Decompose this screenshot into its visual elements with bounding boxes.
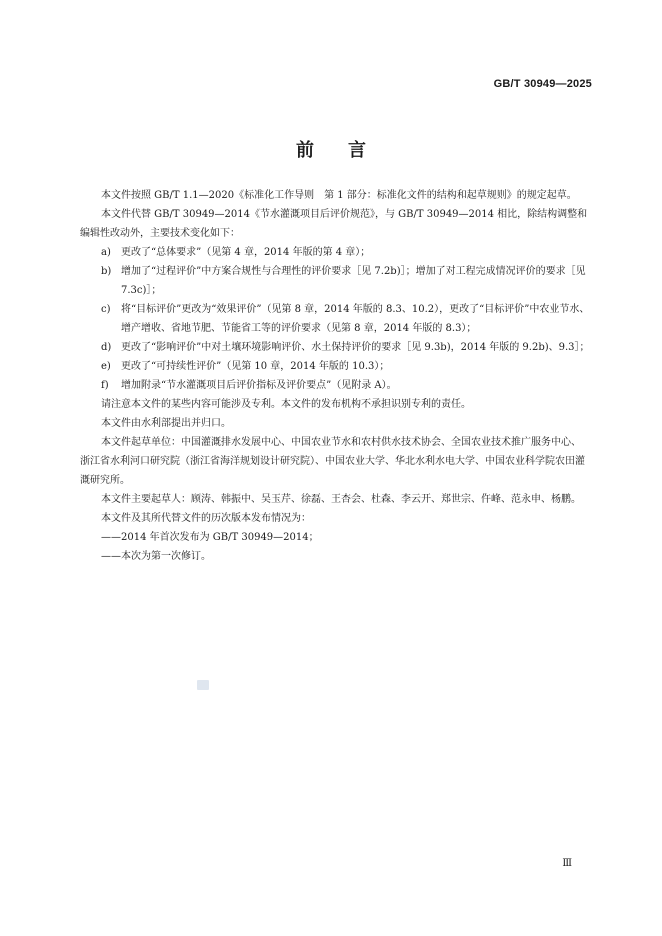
change-item-text: 增加了“过程评价”中方案合规性与合理性的评价要求［见 7.2b)］；增加了对工程完成情况评价的要求［见 7.3c)］； [121, 266, 586, 296]
paragraph-proposer: 本文件由水利部提出并归口。 [101, 418, 231, 429]
change-item [80, 338, 590, 357]
change-item-label: d) [101, 342, 112, 353]
change-item-text: 增加附录“节水灌溉项目后评价指标及评价要点”（见附录 A）。 [121, 380, 397, 391]
change-item-text: 更改了“可持续性评价”（见第 10 章，2014 年版的 10.3）； [121, 361, 390, 372]
change-item [80, 357, 590, 376]
change-item-label: b) [101, 266, 112, 277]
history-item: ——2014 年首次发布为 GB/T 30949—2014； [101, 532, 319, 543]
change-item [80, 376, 590, 395]
change-item-text: 更改了“总体要求”（见第 4 章，2014 年版的第 4 章）； [121, 247, 371, 258]
change-item-label: e) [101, 361, 111, 372]
page-title: 前言 [296, 140, 400, 161]
foreword-body [80, 186, 590, 566]
paragraph-replacement: 本文件代替 GB/T 30949—2014《节水灌溉项目后评价规范》，与 GB/T 30949—2014 相比，除结构调整和编辑性改动外，主要技术变化如下： [80, 209, 588, 239]
paragraph-drafting-units: 本文件起草单位：中国灌溉排水发展中心、中国农业节水和农村供水技术协会、全国农业技术推广服务中心、浙江省水利河口研究院（浙江省海洋规划设计研究院）、中国农业大学、华北水利水电大学、中国农业科学院农田灌溉研究所。 [80, 437, 585, 486]
change-item-label: a) [101, 247, 111, 258]
change-item-text: 将“目标评价”更改为“效果评价”（见第 8 章，2014 年版的 8.3、10.2），更改了“目标评价”中农业节水、增产增收、省地节肥、节能省工等的评价要求（见第 8 章，2014 年版的 8.3）； [121, 304, 590, 334]
standard-number: GB/T 30949—2025 [493, 78, 592, 90]
change-item [80, 262, 590, 300]
change-item [80, 243, 590, 262]
history-item: ——本次为第一次修订。 [101, 551, 211, 562]
change-item-label: c) [101, 304, 111, 315]
watermark-mark [197, 680, 209, 690]
paragraph-drafters: 本文件主要起草人：顾涛、韩振中、吴玉芹、徐磊、王杏会、杜森、李云开、郑世宗、仵峰、范永申、杨鹏。 [101, 494, 581, 505]
change-item [80, 300, 590, 338]
paragraph-patent-notice: 请注意本文件的某些内容可能涉及专利。本文件的发布机构不承担识别专利的责任。 [101, 399, 471, 410]
change-item-label: f) [101, 380, 109, 391]
paragraph-history-intro: 本文件及其所代替文件的历次版本发布情况为： [101, 513, 311, 524]
change-item-text: 更改了“影响评价”中对土壤环境影响评价、水土保持评价的要求［见 9.3b)，2014 年版的 9.2b)、9.3］； [121, 342, 590, 353]
page-number: Ⅲ [562, 858, 572, 869]
paragraph-drafting-rules: 本文件按照 GB/T 1.1—2020《标准化工作导则 第 1 部分：标准化文件的结构和起草规则》的规定起草。 [101, 190, 577, 201]
